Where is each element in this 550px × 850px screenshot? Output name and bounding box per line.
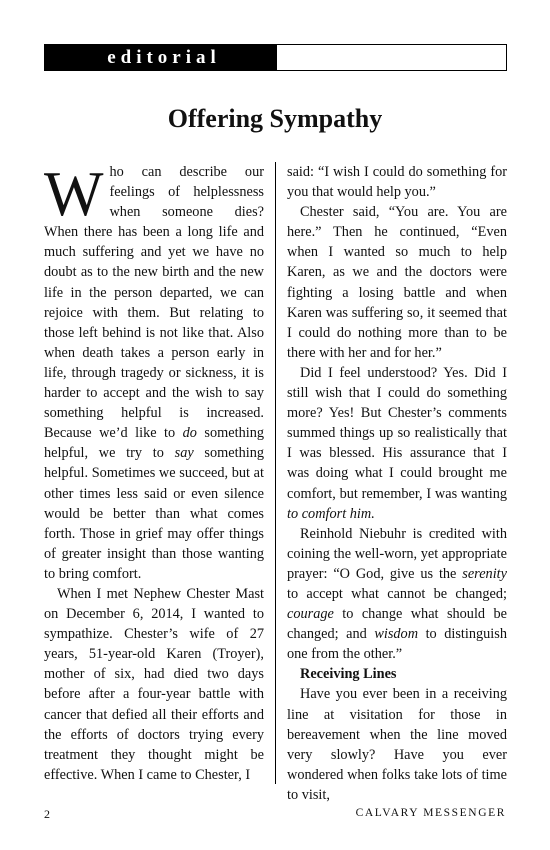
paragraph: Reinhold Niebuhr is credited with coining the well-worn, yet appropriate prayer: “O God, give us the serenity to accept what cannot be changed; courage to change what should be changed; and wisdom to distinguish one from the other.”	[287, 525, 507, 663]
publication-name: CALVARY MESSENGER	[355, 807, 506, 819]
section-header-bar	[44, 44, 507, 71]
paragraph: Have you ever been in a receiving line at visitation for those in bereavement when the line moved very slowly? Have you ever wondered when folks take lots of time to visit,	[287, 686, 507, 803]
paragraph: When I met Nephew Chester Mast on December 6, 2014, I wanted to sympathize. Chester’s wife of 27 years, 51-year-old Karen (Troyer), mother of six, had died two days before after a four-year battle with cancer that defied all their efforts and the efforts of doctors trying every treatment they thought might be effective. When I came to Chester, I	[44, 585, 264, 783]
paragraph: Who can describe our feelings of helplessness when someone dies? When there has been a long life and much suffering and yet we have no doubt as to the new birth and the new life in the person departed, we can rejoice with them. But relating to those left behind is not like that. Also when death takes a person early in life, through tragedy or sickness, it is harder to accept and the wish to say something helpful is increased. Because we’d like to do something helpful, we try to say something helpful. Sometimes we succeed, but at other times less said or even silence would be better than what comes forth. Those in grief may offer things of greater insight than those wanting to bring comfort.	[44, 159, 264, 582]
paragraph: Chester said, “You are. You are here.” Then he continued, “Even when I wanted so much to help Karen, as we and the doctors were fighting a losing battle and when Karen was suffering so, it seemed that I could do nothing more than to be there with her and for her.”	[287, 204, 507, 361]
drop-cap: W	[44, 159, 104, 229]
paragraph: said: “I wish I could do something for you that would help you.”	[287, 164, 507, 201]
section-label: editorial	[45, 45, 277, 70]
column-divider	[275, 162, 276, 784]
article-column-right	[287, 162, 507, 805]
paragraph: Did I feel understood? Yes. Did I still wish that I could do something more? Yes! But Chester’s comments summed things up so realistically that I was blessed. His assurance that I was doing what I could brought me comfort, but remember, I was wanting to comfort him.	[287, 364, 507, 522]
article-title: Offering Sympathy	[167, 104, 383, 133]
page-number: 2	[44, 807, 50, 821]
subheading: Receiving Lines	[300, 666, 397, 683]
article-column-left	[44, 159, 264, 785]
